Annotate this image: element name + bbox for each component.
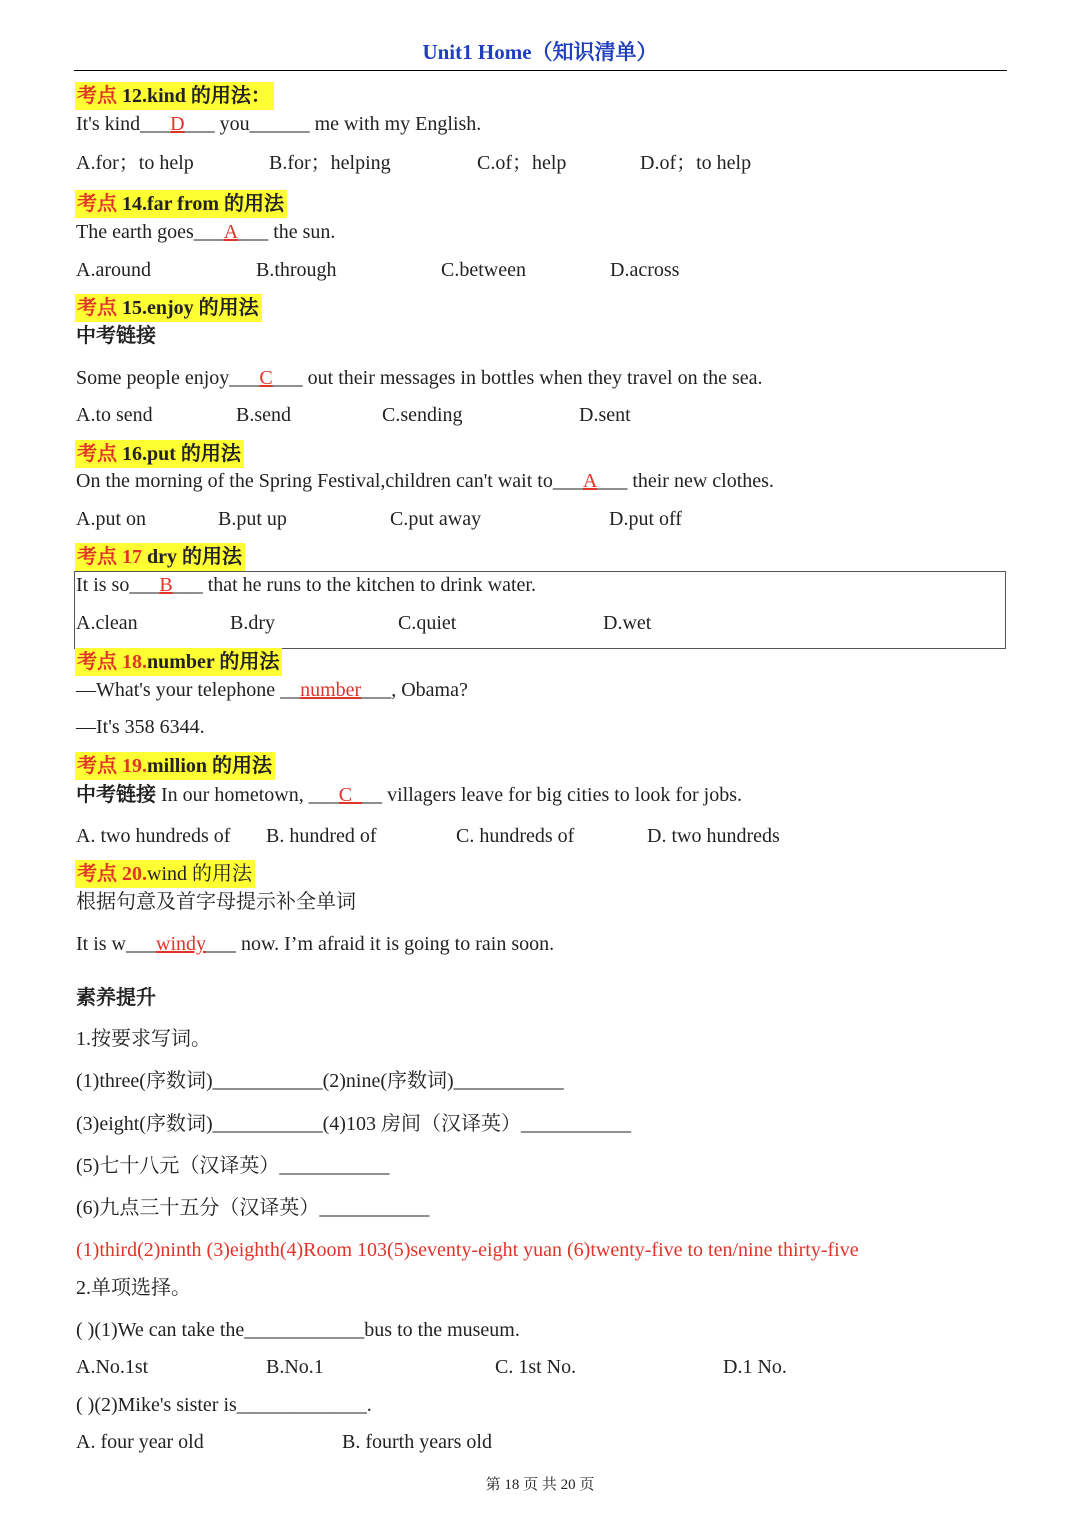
- q14-sentence: [76, 219, 335, 245]
- q19-option-b: B. hundred of: [266, 825, 377, 847]
- q14-option-a: A.around: [76, 259, 151, 281]
- q16-sentence: [76, 468, 774, 494]
- q-answer: D: [170, 113, 185, 135]
- improve-q2-1: ( )(1)We can take the____________bus to the museum.: [76, 1319, 520, 1341]
- q15-option-a: A.to send: [76, 404, 153, 426]
- q17-option-d: D.wet: [603, 612, 652, 634]
- q-pre: The earth goes___: [76, 221, 224, 243]
- q-answer: number: [300, 679, 362, 701]
- improve-q1-line-3: (5)七十八元（汉译英）___________: [76, 1155, 390, 1177]
- q12-option-a: A.for；to help: [76, 152, 194, 174]
- q-post: ___ you______ me with my English.: [184, 113, 482, 135]
- q17-option-b: B.dry: [230, 612, 275, 634]
- q14-option-c: C.between: [441, 259, 526, 281]
- q-post: ___ now. I’m afraid it is going to rain soon.: [206, 933, 555, 955]
- q19-sentence: [76, 782, 742, 808]
- q-answer: C: [259, 367, 273, 389]
- q12-option-c: C.of；help: [477, 152, 567, 174]
- q2-2-option-b: B. fourth years old: [342, 1431, 492, 1453]
- page-number-footer: 第 18 页 共 20 页: [485, 1477, 595, 1493]
- improve-q1-line-2: (3)eight(序数词)___________(4)103 房间（汉译英）___________: [76, 1113, 631, 1135]
- q18-reply: —It's 358 6344.: [76, 716, 205, 738]
- kp-title: million 的用法: [147, 755, 273, 777]
- kp-title: 16.put 的用法: [122, 443, 241, 465]
- kp-number: 20.: [122, 863, 147, 885]
- q16-option-b: B.put up: [218, 508, 287, 530]
- q2-1-option-a: A.No.1st: [76, 1356, 149, 1378]
- kp-label: 考点: [77, 193, 122, 215]
- q15-option-b: B.send: [236, 404, 291, 426]
- q19-option-c: C. hundreds of: [456, 825, 575, 847]
- q-post: ___, Obama?: [361, 679, 468, 701]
- q15-link-label: 中考链接: [76, 325, 156, 347]
- q14-option-d: D.across: [610, 259, 680, 281]
- improve-title: 素养提升: [76, 987, 156, 1009]
- q17-sentence: [76, 572, 536, 598]
- q-post: __ villagers leave for big cities to look for jobs.: [362, 784, 743, 806]
- kp-title: 14.far from 的用法: [122, 193, 285, 215]
- q-pre: On the morning of the Spring Festival,children can't wait to___: [76, 470, 583, 492]
- q-pre: It is so___: [76, 574, 160, 596]
- kp-label: 考点: [77, 297, 122, 319]
- kp-label: 考点: [77, 443, 122, 465]
- q12-sentence: [76, 111, 481, 137]
- q19-option-a: A. two hundreds of: [76, 825, 231, 847]
- kp-number: 18.: [122, 651, 147, 673]
- q15-sentence: [76, 365, 763, 391]
- improve-q1-line-1: (1)three(序数词)___________(2)nine(序数词)___________: [76, 1070, 564, 1092]
- q17-option-a: A.clean: [76, 612, 138, 634]
- kp-label: 考点: [77, 755, 122, 777]
- q15-option-d: D.sent: [579, 404, 631, 426]
- q2-1-option-d: D.1 No.: [723, 1356, 787, 1378]
- header-rule: [74, 70, 1007, 71]
- kp-14-heading: [75, 190, 287, 218]
- kp-12-heading: [75, 82, 274, 110]
- kp-label: 考点: [77, 546, 122, 568]
- q-answer: A: [582, 470, 598, 492]
- q19-option-d: D. two hundreds: [647, 825, 780, 847]
- kp-number: 17: [122, 546, 147, 568]
- improve-q1-title: 1.按要求写词。: [76, 1028, 211, 1050]
- q-answer: A: [223, 221, 239, 243]
- q16-option-a: A.put on: [76, 508, 146, 530]
- kp-18-heading: [75, 648, 282, 676]
- q19-link-label: 中考链接: [76, 784, 156, 806]
- q2-1-option-c: C. 1st No.: [495, 1356, 577, 1378]
- q15-option-c: C.sending: [382, 404, 463, 426]
- kp-title: 12.kind 的用法：: [122, 85, 271, 107]
- kp-title: wind 的用法: [147, 863, 252, 885]
- q20-sentence: [76, 931, 554, 957]
- q-post: ___ their new clothes.: [597, 470, 774, 492]
- page-header-title: Unit1 Home（知识清单）: [422, 40, 658, 64]
- q-post: ___ the sun.: [238, 221, 336, 243]
- q20-instruction: 根据句意及首字母提示补全单词: [76, 891, 356, 913]
- q2-2-option-a: A. four year old: [76, 1431, 204, 1453]
- q-answer: B: [159, 574, 173, 596]
- q-answer: C_: [338, 784, 363, 806]
- q16-option-d: D.put off: [609, 508, 682, 530]
- q14-option-b: B.through: [256, 259, 337, 281]
- q-pre: —What's your telephone __: [76, 679, 301, 701]
- kp-title: dry 的用法: [147, 546, 242, 568]
- kp-20-heading: [75, 860, 255, 888]
- kp-label: 考点: [77, 651, 122, 673]
- q-pre: It is w___: [76, 933, 156, 955]
- kp-17-heading: [75, 543, 245, 571]
- q2-1-option-b: B.No.1: [266, 1356, 324, 1378]
- q18-sentence: [76, 677, 468, 703]
- improve-q2-2: ( )(2)Mike's sister is_____________.: [76, 1394, 372, 1416]
- kp-label: 考点: [77, 85, 122, 107]
- q12-option-d: D.of；to help: [640, 152, 752, 174]
- q-answer: windy: [156, 933, 206, 955]
- improve-q1-line-4: (6)九点三十五分（汉译英）___________: [76, 1197, 430, 1219]
- kp-label: 考点: [77, 863, 122, 885]
- kp-15-heading: [75, 294, 262, 322]
- kp-16-heading: [75, 440, 244, 468]
- q-pre: It's kind___: [76, 113, 171, 135]
- q16-option-c: C.put away: [390, 508, 482, 530]
- q12-option-b: B.for；helping: [269, 152, 391, 174]
- q-post: ___ out their messages in bottles when they travel on the sea.: [272, 367, 763, 389]
- kp-title: 15.enjoy 的用法: [122, 297, 259, 319]
- kp-19-heading: [75, 752, 275, 780]
- q-pre: Some people enjoy___: [76, 367, 260, 389]
- kp-title: number 的用法: [147, 651, 280, 673]
- q-post: ___ that he runs to the kitchen to drink water.: [172, 574, 536, 596]
- improve-q2-title: 2.单项选择。: [76, 1277, 191, 1299]
- q17-option-c: C.quiet: [398, 612, 457, 634]
- improve-q1-answer: (1)third(2)ninth (3)eighth(4)Room 103(5)seventy-eight yuan (6)twenty-five to ten/nine thirty-five: [76, 1239, 859, 1261]
- q-pre: In our hometown, ___: [156, 784, 339, 806]
- kp-number: 19.: [122, 755, 147, 777]
